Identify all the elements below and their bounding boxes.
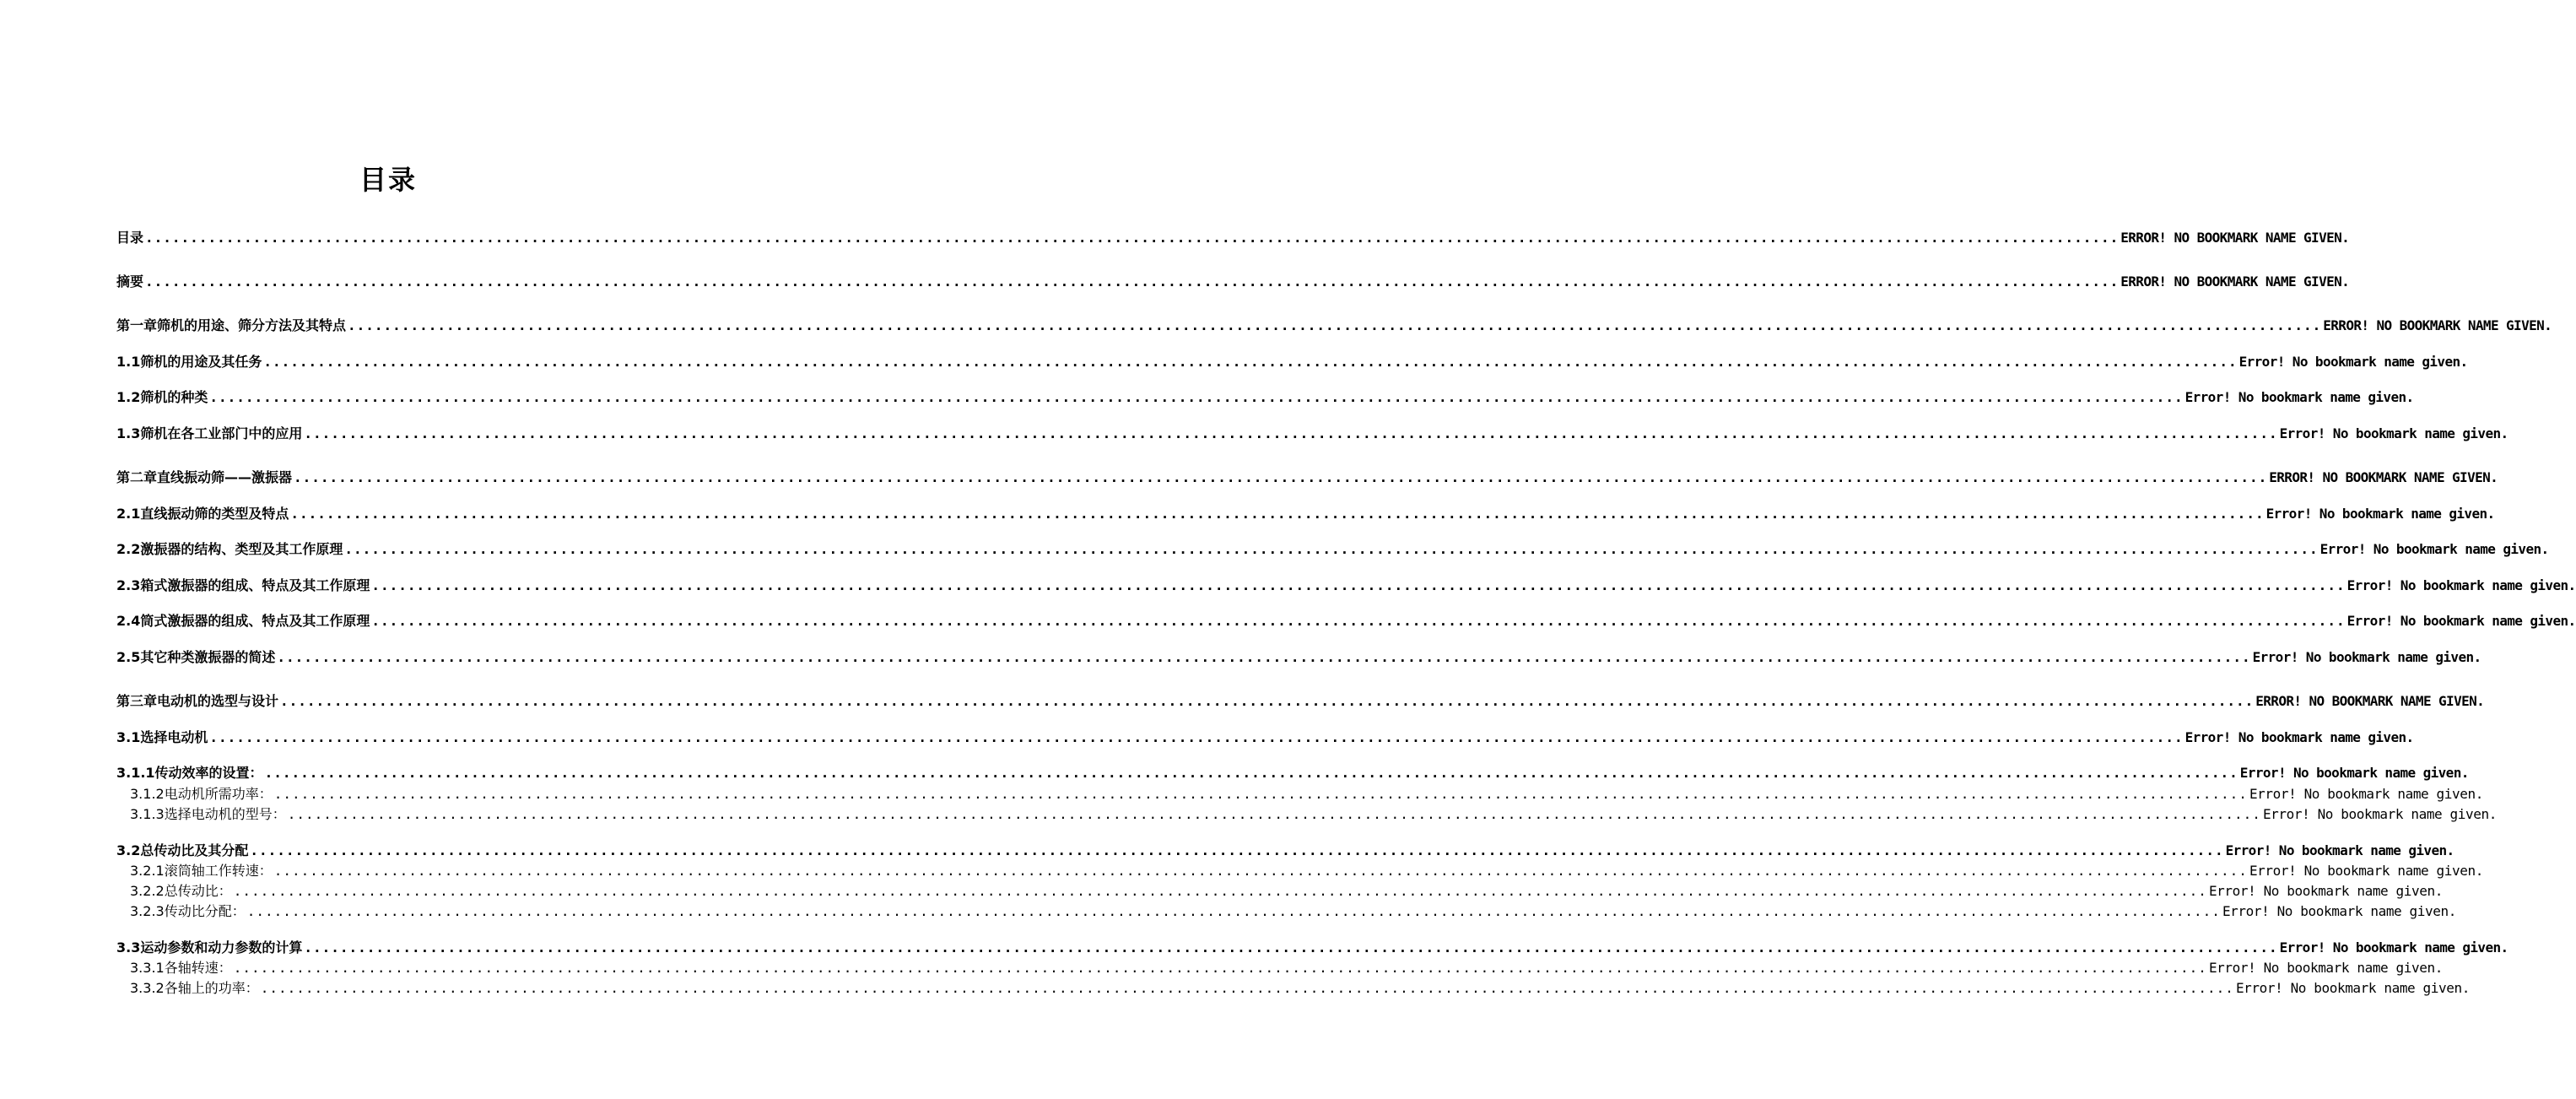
toc-entry-label: 3.2总传动比及其分配 [116,842,249,858]
toc-entry-page-reference: Error! No bookmark name given. [2249,863,2483,879]
toc-dot-leader: ............................................................................................................................................................................................................................ [280,693,2255,709]
toc-entry-page-reference: Error! No bookmark name given. [2222,903,2456,919]
toc-entry-page-reference: ERROR! NO BOOKMARK NAME GIVEN. [2120,230,2350,246]
toc-dot-leader: ............................................................................................................................................................................................................................ [294,469,2268,485]
toc-entry[interactable] [116,387,2414,408]
toc-entry[interactable] [116,228,2350,248]
toc-dot-leader: ............................................................................................................................................................................................................................ [209,729,2184,745]
toc-dot-leader: ............................................................................................................................................................................................................................ [287,806,2261,822]
toc-entry-page-reference: Error! No bookmark name given. [2235,980,2470,996]
toc-entry-label: 3.2.1滚筒轴工作转速： [130,863,273,879]
toc-dot-leader: ............................................................................................................................................................................................................................ [250,842,2224,858]
toc-dot-leader: ............................................................................................................................................................................................................................ [264,765,2238,781]
toc-entry-page-reference: ERROR! NO BOOKMARK NAME GIVEN. [2255,693,2485,709]
toc-dot-leader: ............................................................................................................................................................................................................................ [209,389,2184,405]
toc-entry[interactable] [130,901,2456,922]
toc-entry[interactable] [130,784,2483,804]
toc-entry-label: 1.1筛机的用途及其任务 [116,354,262,370]
toc-entry-label: 目录 [116,230,144,246]
toc-entry[interactable] [116,647,2481,668]
toc-entry-page-reference: Error! No bookmark name given. [2238,354,2468,370]
toc-entry-label: 3.1.1传动效率的设置： [116,765,263,781]
toc-entry-label: 3.1选择电动机 [116,729,208,745]
toc-entry-page-reference: ERROR! NO BOOKMARK NAME GIVEN. [2120,273,2350,290]
toc-entry-page-reference: ERROR! NO BOOKMARK NAME GIVEN. [2323,317,2552,333]
toc-entry[interactable] [116,938,2508,958]
toc-entry-page-reference: Error! No bookmark name given. [2184,729,2414,745]
toc-entry-label: 第一章筛机的用途、筛分方法及其特点 [116,317,347,333]
toc-entry[interactable] [116,272,2350,292]
toc-entry[interactable] [116,539,2549,560]
toc-entry-label: 3.1.3选择电动机的型号： [130,806,286,822]
toc-entry-page-reference: Error! No bookmark name given. [2239,765,2469,781]
toc-entry-page-reference: Error! No bookmark name given. [2249,786,2483,802]
toc-dot-leader: ............................................................................................................................................................................................................................ [233,960,2207,976]
toc-entry-page-reference: Error! No bookmark name given. [2265,506,2495,522]
toc-entry-label: 2.3箱式激振器的组成、特点及其工作原理 [116,577,370,593]
toc-entry-label: 3.3.1各轴转速： [130,960,232,976]
toc-entry[interactable] [130,978,2470,999]
toc-dot-leader: ............................................................................................................................................................................................................................ [344,541,2319,557]
toc-dot-leader: ............................................................................................................................................................................................................................ [371,613,2346,629]
toc-entry[interactable] [116,424,2508,444]
toc-entry[interactable] [116,316,2552,336]
toc-dot-leader: ............................................................................................................................................................................................................................ [304,939,2278,956]
toc-entry-label: 第三章电动机的选型与设计 [116,693,279,709]
toc-entry-label: 2.2激振器的结构、类型及其工作原理 [116,541,343,557]
toc-entry-page-reference: Error! No bookmark name given. [2279,425,2508,441]
toc-dot-leader: ............................................................................................................................................................................................................................ [145,273,2120,290]
toc-entry-label: 3.1.2电动机所需功率： [130,786,273,802]
toc-dot-leader: ............................................................................................................................................................................................................................ [371,577,2346,593]
toc-dot-leader: ............................................................................................................................................................................................................................ [290,506,2265,522]
toc-dot-leader: ............................................................................................................................................................................................................................ [246,903,2221,919]
toc-dot-leader: ............................................................................................................................................................................................................................ [304,425,2278,441]
toc-dot-leader: ............................................................................................................................................................................................................................ [348,317,2322,333]
toc-entry[interactable] [116,468,2498,488]
toc-entry-label: 3.2.3传动比分配： [130,903,246,919]
toc-entry-label: 2.5其它种类激振器的简述 [116,649,276,665]
toc-entry-page-reference: Error! No bookmark name given. [2262,806,2497,822]
toc-entry-label: 2.4筒式激振器的组成、特点及其工作原理 [116,613,370,629]
toc-dot-leader: ............................................................................................................................................................................................................................ [145,230,2120,246]
toc-dot-leader: ............................................................................................................................................................................................................................ [277,649,2251,665]
toc-entry-page-reference: Error! No bookmark name given. [2346,613,2576,629]
toc-entry[interactable] [130,804,2497,825]
toc-entry-label: 2.1直线振动筛的类型及特点 [116,506,289,522]
toc-dot-leader: ............................................................................................................................................................................................................................ [260,980,2234,996]
toc-entry[interactable] [130,958,2443,978]
page-title: 目录 [359,164,417,196]
toc-entry[interactable] [116,576,2576,596]
toc-entry-page-reference: Error! No bookmark name given. [2208,883,2443,899]
toc-dot-leader: ............................................................................................................................................................................................................................ [263,354,2238,370]
toc-entry[interactable] [130,881,2443,901]
toc-entry[interactable] [116,611,2576,631]
toc-entry[interactable] [116,691,2485,712]
toc-entry-label: 3.3.2各轴上的功率： [130,980,259,996]
toc-entry[interactable] [116,728,2414,748]
toc-entry-label: 第二章直线振动筛——激振器 [116,469,293,485]
toc-dot-leader: ............................................................................................................................................................................................................................ [233,883,2207,899]
toc-entry[interactable] [116,504,2495,524]
toc-entry[interactable] [116,841,2454,861]
toc-entry-page-reference: Error! No bookmark name given. [2208,960,2443,976]
toc-entry-page-reference: Error! No bookmark name given. [2346,577,2576,593]
toc-entry[interactable] [116,352,2468,372]
toc-entry-label: 3.2.2总传动比： [130,883,232,899]
toc-entry-page-reference: Error! No bookmark name given. [2252,649,2481,665]
toc-entry-label: 1.2筛机的种类 [116,389,208,405]
toc-entry-label: 1.3筛机在各工业部门中的应用 [116,425,303,441]
toc-entry[interactable] [116,763,2469,783]
toc-entry-page-reference: Error! No bookmark name given. [2319,541,2549,557]
toc-dot-leader: ............................................................................................................................................................................................................................ [273,786,2248,802]
toc-entry-label: 摘要 [116,273,144,290]
toc-entry[interactable] [130,861,2483,881]
toc-dot-leader: ............................................................................................................................................................................................................................ [273,863,2248,879]
toc-entry-page-reference: ERROR! NO BOOKMARK NAME GIVEN. [2269,469,2498,485]
toc-entry-page-reference: Error! No bookmark name given. [2279,939,2508,956]
toc-entry-page-reference: Error! No bookmark name given. [2184,389,2414,405]
toc-entry-label: 3.3运动参数和动力参数的计算 [116,939,303,956]
toc-entry-page-reference: Error! No bookmark name given. [2225,842,2454,858]
